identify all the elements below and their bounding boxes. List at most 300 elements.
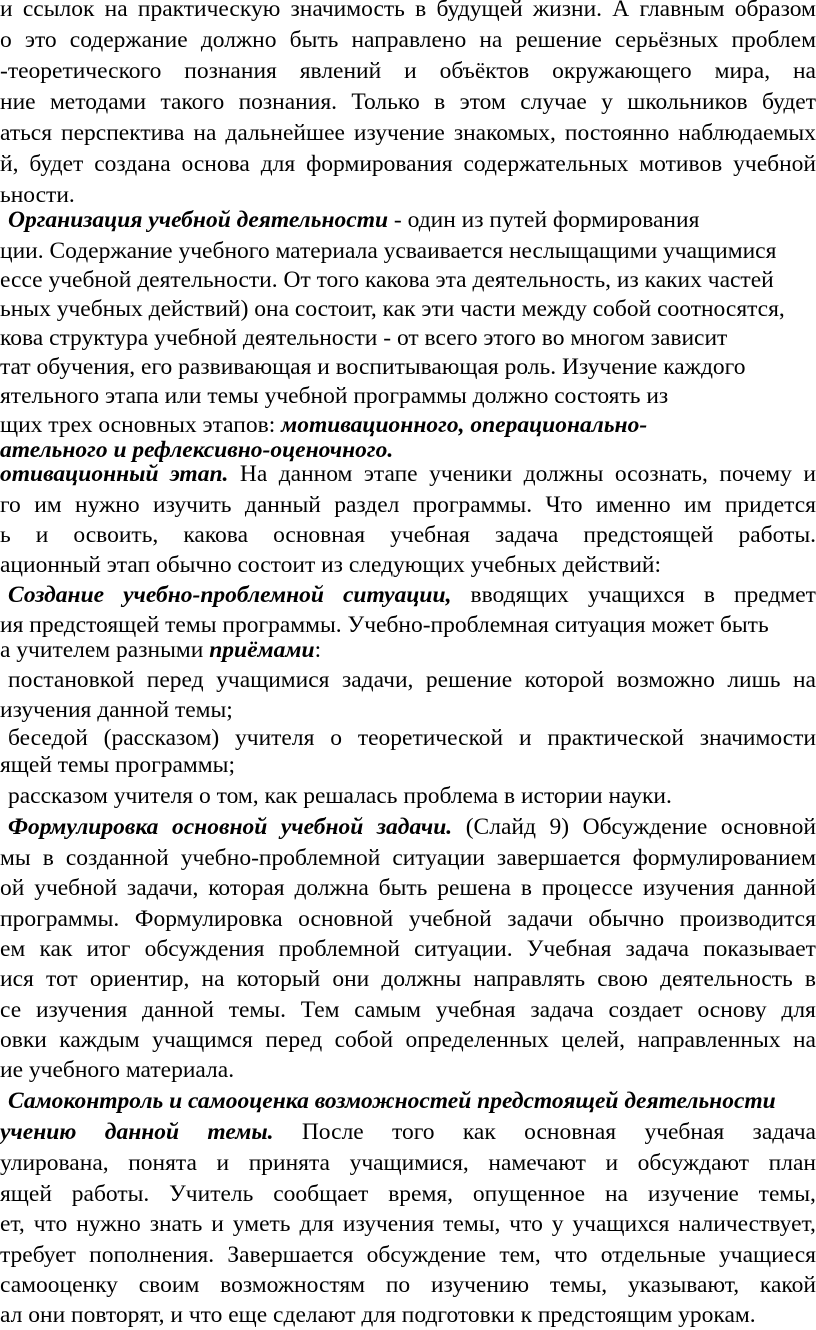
text-segment: щих трех основных этапов: bbox=[0, 412, 282, 438]
word: понята bbox=[128, 1150, 197, 1176]
word: для bbox=[781, 997, 816, 1023]
text-line bbox=[8, 665, 816, 695]
word: серьёзных bbox=[614, 27, 719, 53]
word: значимость bbox=[290, 0, 405, 22]
word: ь bbox=[0, 522, 11, 548]
word: обсуждения bbox=[144, 936, 265, 962]
word: направлять bbox=[473, 966, 586, 992]
word: задача bbox=[625, 936, 689, 962]
word: окружающего bbox=[552, 58, 692, 84]
word: задачи, bbox=[341, 667, 414, 693]
word: который bbox=[236, 966, 321, 992]
text-line bbox=[0, 904, 816, 934]
word: предмет bbox=[733, 582, 816, 608]
word: сообщает bbox=[273, 1181, 369, 1207]
word: объёктов bbox=[439, 58, 530, 84]
word: изучения bbox=[642, 875, 735, 901]
word: учащимися bbox=[216, 667, 330, 693]
word: задачи, bbox=[126, 875, 199, 901]
emphasized-word: учебной bbox=[280, 814, 364, 840]
word: на bbox=[792, 667, 816, 693]
word: этапе bbox=[363, 461, 418, 487]
word: на bbox=[792, 58, 816, 84]
word: для bbox=[299, 1211, 334, 1237]
emphasized-word: Формулировка bbox=[8, 814, 159, 840]
text-segment: ятельного этапа или темы учебной программы должно состоять из bbox=[0, 383, 669, 409]
word: случае bbox=[520, 89, 587, 115]
text-segment: - один из путей формирования bbox=[388, 207, 700, 233]
text-line bbox=[0, 873, 816, 903]
word: наблюдаемых bbox=[678, 120, 816, 146]
word: работы. bbox=[738, 522, 816, 548]
text-segment: : bbox=[314, 637, 322, 663]
word: будет bbox=[29, 151, 84, 177]
text-line bbox=[0, 490, 816, 520]
word: и bbox=[35, 522, 49, 548]
word: учащиеся bbox=[719, 1242, 816, 1268]
text-line bbox=[0, 381, 816, 411]
word: го bbox=[0, 492, 21, 518]
word: учителя bbox=[235, 725, 315, 751]
word: и bbox=[518, 725, 532, 751]
word: деятельность bbox=[660, 966, 793, 992]
word: данной bbox=[142, 997, 214, 1023]
word: завершается bbox=[496, 845, 621, 871]
word: изучению bbox=[430, 1272, 530, 1298]
text-line bbox=[8, 205, 816, 235]
word: темы, bbox=[443, 1211, 501, 1237]
word: собой bbox=[334, 1027, 394, 1053]
word: практическую bbox=[137, 0, 281, 22]
text-line bbox=[0, 352, 816, 382]
word: созданной bbox=[65, 845, 169, 871]
text-segment: ессе учебной деятельности. От того какова эта деятельность, из каких частей bbox=[0, 267, 774, 293]
word: направленных bbox=[637, 1027, 781, 1053]
word: основу bbox=[697, 997, 767, 1023]
word: создана bbox=[94, 151, 171, 177]
text-line bbox=[0, 1055, 816, 1085]
word: ссылок bbox=[22, 0, 95, 22]
word: задача bbox=[530, 997, 594, 1023]
word: они bbox=[332, 966, 370, 992]
word: учебная bbox=[435, 997, 516, 1023]
word: им bbox=[34, 492, 62, 518]
word: явлений bbox=[299, 58, 382, 84]
text-line bbox=[0, 149, 816, 179]
emphasized-word: задачи. bbox=[376, 814, 453, 840]
text-line bbox=[0, 750, 816, 780]
word: Только bbox=[351, 89, 420, 115]
word: На bbox=[239, 461, 268, 487]
emphasized-text: мотивационного, операционально- bbox=[281, 412, 648, 438]
text-segment: ал они повторят, и что еще сделают для подготовки к предстоящим урокам. bbox=[0, 1302, 756, 1328]
word: быть bbox=[378, 875, 428, 901]
word: методами bbox=[49, 89, 147, 115]
word: на bbox=[104, 0, 128, 22]
word: знать bbox=[149, 1211, 203, 1237]
word: возможно bbox=[616, 667, 715, 693]
word: и bbox=[803, 461, 816, 487]
word: в bbox=[804, 966, 816, 992]
word: должны bbox=[381, 966, 462, 992]
word: учебной bbox=[733, 151, 816, 177]
word: что bbox=[33, 1211, 68, 1237]
text-line bbox=[0, 550, 816, 580]
text-segment: рассказом учителя о том, как решалась проблема в истории науки. bbox=[8, 783, 672, 809]
word: ящей bbox=[0, 1181, 52, 1207]
emphasized-word: темы. bbox=[207, 1119, 274, 1145]
text-line bbox=[0, 265, 816, 295]
word: того bbox=[392, 1119, 435, 1145]
word: должны bbox=[523, 461, 604, 487]
text-segment: ия предстоящей темы программы. Учебно-проблемная ситуация может быть bbox=[0, 612, 769, 638]
word: на bbox=[479, 27, 503, 53]
word: беседой bbox=[8, 725, 88, 751]
emphasized-word: ситуации, bbox=[342, 582, 452, 608]
word: в bbox=[703, 582, 715, 608]
word: работы. bbox=[71, 1181, 150, 1207]
word: почему bbox=[719, 461, 792, 487]
word: После bbox=[301, 1119, 364, 1145]
word: данном bbox=[278, 461, 353, 487]
text-segment: ящей темы программы; bbox=[0, 752, 235, 778]
word: опущенное bbox=[472, 1181, 586, 1207]
word: которой bbox=[524, 667, 605, 693]
word: изучить bbox=[153, 492, 232, 518]
word: этом bbox=[459, 89, 506, 115]
word: какой bbox=[759, 1272, 816, 1298]
text-line bbox=[0, 87, 816, 117]
word: уметь bbox=[232, 1211, 291, 1237]
word: в bbox=[42, 845, 54, 871]
word: учебная bbox=[390, 522, 470, 548]
word: Обсуждение bbox=[582, 814, 708, 840]
word: аться bbox=[0, 120, 53, 146]
text-segment: кова структура учебной деятельности - от всего этого во многом зависит bbox=[0, 325, 728, 351]
word: темы, bbox=[758, 1181, 816, 1207]
word: жизни. bbox=[532, 0, 603, 22]
word: и bbox=[0, 0, 13, 22]
word: изучения bbox=[342, 1211, 435, 1237]
text-line bbox=[0, 995, 816, 1025]
word: обычно bbox=[588, 906, 665, 932]
word: как bbox=[39, 936, 73, 962]
text-line bbox=[0, 695, 816, 725]
word: целей, bbox=[561, 1027, 625, 1053]
word: мы bbox=[0, 845, 31, 871]
word: о bbox=[330, 725, 342, 751]
word: образом bbox=[734, 0, 816, 22]
word: должна bbox=[294, 875, 369, 901]
emphasized-word: учебно-проблемной bbox=[123, 582, 324, 608]
word: задачи bbox=[507, 906, 573, 932]
text-line bbox=[0, 118, 816, 148]
word: -теоретического bbox=[0, 58, 162, 84]
word: Тем bbox=[300, 997, 340, 1023]
text-line bbox=[0, 964, 816, 994]
word: нужно bbox=[76, 1211, 141, 1237]
word: ученики bbox=[429, 461, 513, 487]
word: теоретической bbox=[357, 725, 504, 751]
text-line bbox=[8, 1086, 816, 1116]
text-line bbox=[0, 1270, 816, 1300]
word: (Слайд bbox=[465, 814, 536, 840]
word: улирована, bbox=[0, 1150, 109, 1176]
word: ет, bbox=[0, 1211, 25, 1237]
word: основа bbox=[181, 151, 250, 177]
emphasized-word: данной bbox=[104, 1119, 180, 1145]
emphasized-text: ательного и рефлексивно-оценочного. bbox=[0, 437, 394, 463]
word: определенных bbox=[405, 1027, 549, 1053]
word: значимости bbox=[699, 725, 816, 751]
word: изучение bbox=[353, 120, 445, 146]
word: что bbox=[554, 1242, 588, 1268]
word: возможностям bbox=[220, 1272, 366, 1298]
word: программы. bbox=[412, 492, 533, 518]
word: данной bbox=[744, 875, 816, 901]
word: постоянно bbox=[564, 120, 670, 146]
word: задача bbox=[494, 522, 559, 548]
word: на bbox=[193, 120, 217, 146]
word: намечают bbox=[488, 1150, 586, 1176]
word: Формулировка bbox=[134, 906, 283, 932]
text-line bbox=[0, 1209, 816, 1239]
word: основная bbox=[524, 1119, 617, 1145]
word: содержание bbox=[69, 27, 188, 53]
word: главным bbox=[639, 0, 725, 22]
word: будет bbox=[762, 89, 816, 115]
text-line bbox=[0, 459, 816, 489]
word: решение bbox=[515, 27, 602, 53]
word: основной bbox=[720, 814, 816, 840]
word: свою bbox=[597, 966, 648, 992]
word: Учитель bbox=[169, 1181, 254, 1207]
word: именно bbox=[595, 492, 671, 518]
emphasized-text: Организация учебной деятельности bbox=[8, 207, 389, 233]
word: в bbox=[434, 89, 446, 115]
word: лишь bbox=[727, 667, 781, 693]
word: формирования bbox=[306, 151, 453, 177]
word: изучения bbox=[35, 997, 128, 1023]
word: Учебная bbox=[526, 936, 612, 962]
emphasized-word: Создание bbox=[8, 582, 105, 608]
word: перед bbox=[265, 1027, 323, 1053]
text-segment: ие учебного материала. bbox=[0, 1057, 235, 1083]
word: требует bbox=[0, 1242, 76, 1268]
word: что bbox=[509, 1211, 543, 1237]
word: дальнейшее bbox=[225, 120, 345, 146]
text-line bbox=[0, 25, 816, 55]
word: отдельные bbox=[600, 1242, 706, 1268]
emphasized-word: отивационный bbox=[0, 461, 159, 487]
text-segment: ьности. bbox=[0, 182, 75, 208]
word: план bbox=[768, 1150, 816, 1176]
word: на bbox=[201, 966, 225, 992]
word: 9) bbox=[549, 814, 570, 840]
word: А bbox=[612, 0, 630, 22]
word: программы. bbox=[0, 906, 120, 932]
word: (рассказом) bbox=[103, 725, 220, 751]
word: по bbox=[385, 1272, 411, 1298]
emphasized-word: этап. bbox=[169, 461, 229, 487]
word: такого bbox=[160, 89, 225, 115]
text-line bbox=[0, 1179, 816, 1209]
word: которая bbox=[208, 875, 285, 901]
word: принята bbox=[248, 1150, 330, 1176]
word: на bbox=[792, 1027, 816, 1053]
word: тем, bbox=[499, 1242, 541, 1268]
text-line bbox=[0, 1300, 816, 1330]
text-segment: ационный этап обычно состоит из следующих учебных действий: bbox=[0, 552, 662, 578]
word: мира, bbox=[714, 58, 771, 84]
word: о bbox=[0, 27, 12, 53]
word: ситуации. bbox=[414, 936, 513, 962]
word: быть bbox=[289, 27, 339, 53]
text-line bbox=[0, 56, 816, 86]
word: перспектива bbox=[61, 120, 185, 146]
text-line bbox=[0, 1148, 816, 1178]
word: Что bbox=[545, 492, 583, 518]
text-line bbox=[0, 323, 816, 353]
word: учащихся bbox=[587, 582, 685, 608]
word: процессе bbox=[541, 875, 634, 901]
emphasized-text: приёмами bbox=[209, 637, 315, 663]
word: решена bbox=[437, 875, 511, 901]
word: обсуждение bbox=[366, 1242, 487, 1268]
text-line bbox=[0, 1240, 816, 1270]
text-line bbox=[8, 723, 816, 753]
word: пополнения. bbox=[89, 1242, 215, 1268]
word: и bbox=[404, 58, 417, 84]
word: и bbox=[605, 1150, 619, 1176]
text-line bbox=[0, 520, 816, 550]
word: ние bbox=[0, 89, 36, 115]
word: и bbox=[211, 1211, 224, 1237]
word: учащимся bbox=[152, 1027, 253, 1053]
word: у bbox=[601, 89, 613, 115]
text-line bbox=[0, 294, 816, 324]
text-line bbox=[0, 635, 816, 665]
text-line bbox=[0, 1025, 816, 1055]
word: учащихся bbox=[572, 1211, 670, 1237]
emphasized-word: учению bbox=[0, 1119, 77, 1145]
word: содержательных bbox=[463, 151, 629, 177]
word: постановкой bbox=[8, 667, 135, 693]
word: как bbox=[462, 1119, 496, 1145]
word: учебная bbox=[644, 1119, 725, 1145]
word: для bbox=[260, 151, 296, 177]
word: и bbox=[216, 1150, 230, 1176]
word: формулированием bbox=[632, 845, 816, 871]
text-line bbox=[0, 0, 816, 24]
word: осознать, bbox=[614, 461, 708, 487]
text-segment: а учителем разными bbox=[0, 637, 210, 663]
emphasized-text: Самоконтроль и самооценка возможностей предстоящей деятельности bbox=[8, 1088, 776, 1114]
word: освоить, bbox=[73, 522, 159, 548]
word: предстоящей bbox=[583, 522, 714, 548]
word: Завершается bbox=[227, 1242, 354, 1268]
text-line bbox=[8, 812, 816, 842]
word: ися bbox=[0, 966, 34, 992]
word: познания bbox=[184, 58, 277, 84]
word: нужно bbox=[75, 492, 140, 518]
word: у bbox=[551, 1211, 564, 1237]
word: данный bbox=[244, 492, 321, 518]
word: учащимися, bbox=[349, 1150, 469, 1176]
text-line bbox=[8, 580, 816, 610]
word: ориентир, bbox=[89, 966, 190, 992]
word: в bbox=[415, 0, 427, 22]
word: каждым bbox=[59, 1027, 140, 1053]
word: учебно-проблемной bbox=[180, 845, 381, 871]
word: своим bbox=[138, 1272, 200, 1298]
word: должно bbox=[200, 27, 277, 53]
word: производится bbox=[679, 906, 816, 932]
word: наличествует, bbox=[678, 1211, 816, 1237]
word: перед bbox=[146, 667, 204, 693]
word: ем bbox=[0, 936, 26, 962]
word: самым bbox=[354, 997, 421, 1023]
word: показывает bbox=[703, 936, 816, 962]
word: практической bbox=[547, 725, 684, 751]
word: изучение bbox=[647, 1181, 739, 1207]
word: тот bbox=[45, 966, 78, 992]
word: мотивов bbox=[639, 151, 723, 177]
word: создает bbox=[608, 997, 683, 1023]
word: й, bbox=[0, 151, 19, 177]
text-line bbox=[0, 236, 816, 266]
word: обсуждают bbox=[637, 1150, 750, 1176]
word: это bbox=[24, 27, 57, 53]
text-line bbox=[8, 781, 816, 811]
word: вводящих bbox=[470, 582, 569, 608]
word: будущей bbox=[436, 0, 523, 22]
word: на bbox=[604, 1181, 628, 1207]
word: указывают, bbox=[627, 1272, 740, 1298]
text-segment: ции. Содержание учебного материала усваивается неслыщащими учащимися bbox=[0, 238, 777, 264]
text-line bbox=[0, 1117, 816, 1147]
word: ситуации bbox=[392, 845, 485, 871]
word: в bbox=[520, 875, 532, 901]
word: придется bbox=[724, 492, 816, 518]
word: учебной bbox=[34, 875, 118, 901]
word: им bbox=[684, 492, 712, 518]
text-line bbox=[0, 843, 816, 873]
word: раздел bbox=[334, 492, 400, 518]
text-segment: ьных учебных действий) она состоит, как эти части между собой соотносятся, bbox=[0, 296, 785, 322]
word: се bbox=[0, 997, 22, 1023]
word: самооценку bbox=[0, 1272, 118, 1298]
word: основной bbox=[298, 906, 394, 932]
word: школьников bbox=[627, 89, 748, 115]
text-segment: изучения данной темы; bbox=[0, 697, 233, 723]
word: задача bbox=[752, 1119, 816, 1145]
word: темы. bbox=[228, 997, 286, 1023]
word: овки bbox=[0, 1027, 47, 1053]
word: какова bbox=[183, 522, 249, 548]
text-line bbox=[0, 934, 816, 964]
word: время, bbox=[388, 1181, 454, 1207]
word: итог bbox=[86, 936, 131, 962]
emphasized-word: основной bbox=[171, 814, 268, 840]
word: знакомых, bbox=[453, 120, 556, 146]
word: ой bbox=[0, 875, 25, 901]
text-segment: тат обучения, его развивающая и воспитывающая роль. Изучение каждого bbox=[0, 354, 746, 380]
word: учебной bbox=[408, 906, 492, 932]
word: направлено bbox=[351, 27, 467, 53]
word: проблемной bbox=[278, 936, 400, 962]
word: основная bbox=[273, 522, 366, 548]
